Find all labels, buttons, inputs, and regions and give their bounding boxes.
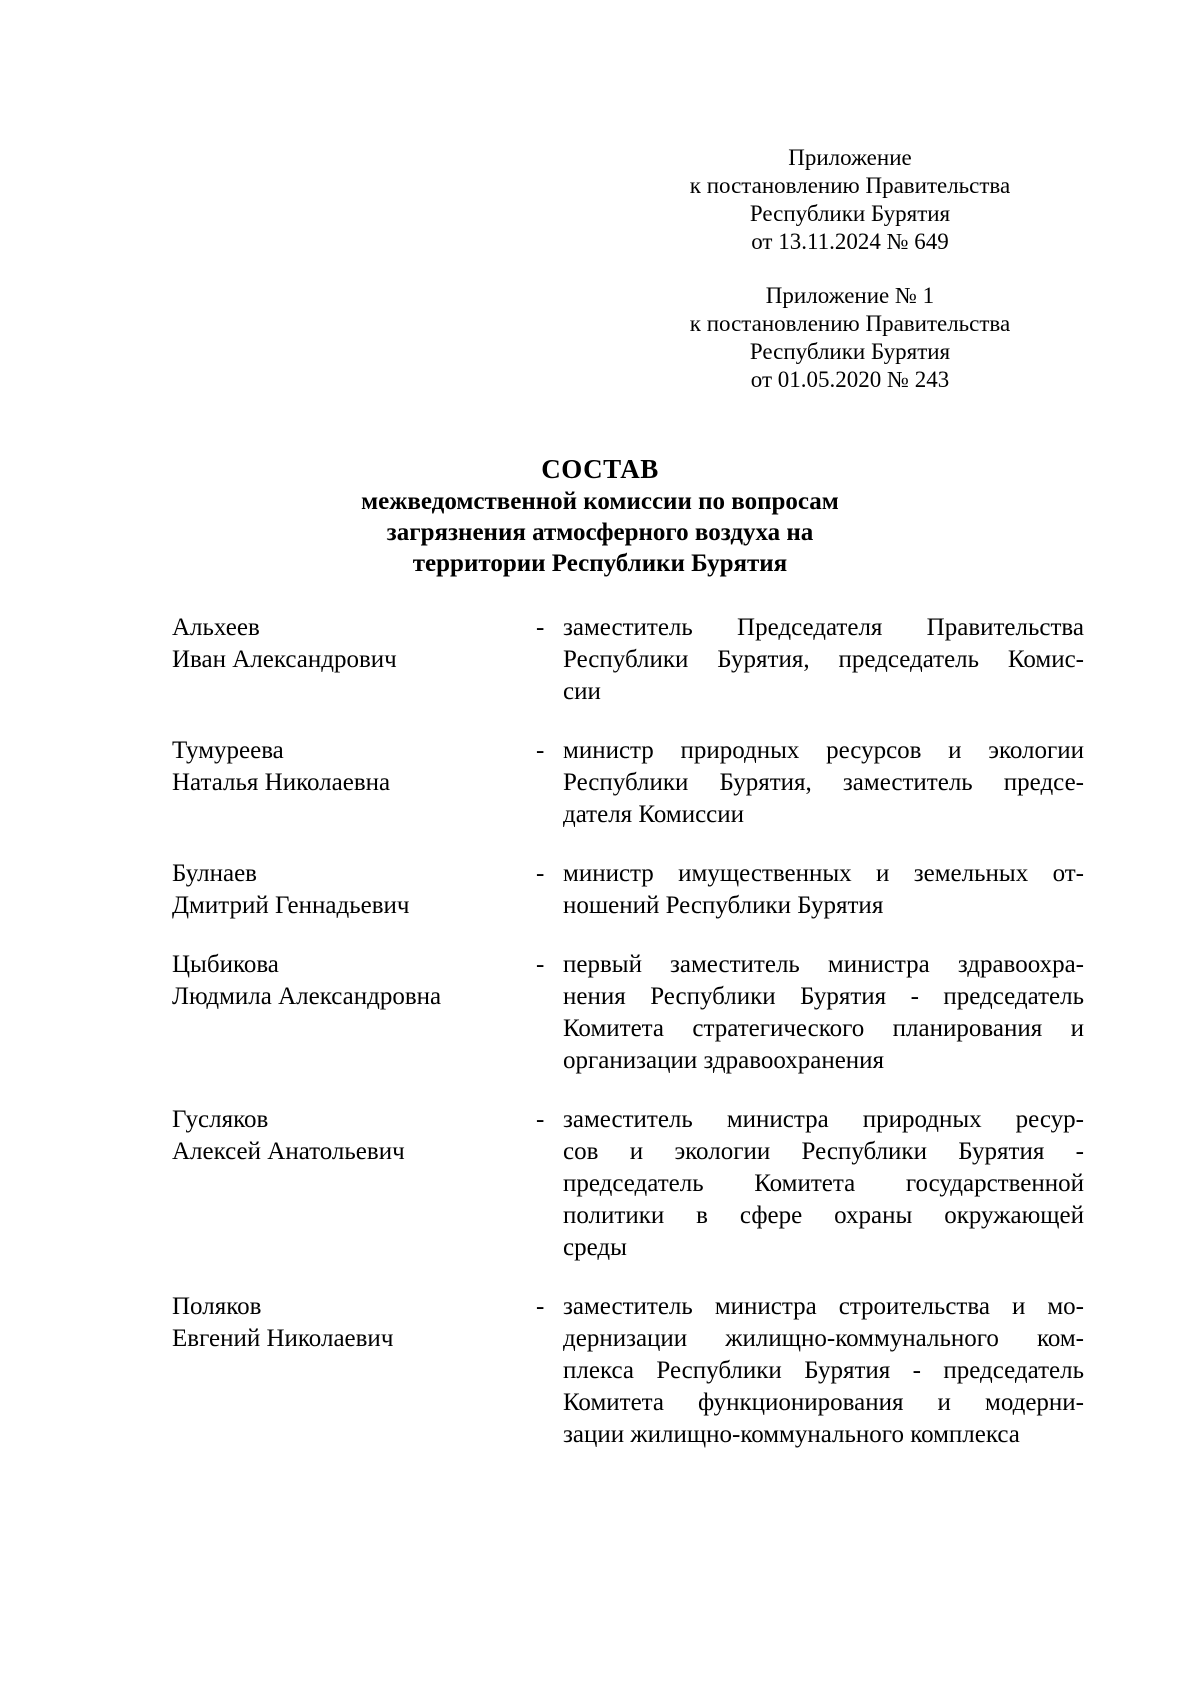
appendix-line: от 01.05.2020 № 243 <box>750 367 950 392</box>
member-role-line: ношений Республики Бурятия <box>563 892 884 919</box>
member-surname: Поляков <box>172 1293 262 1320</box>
member-role-line: Республики Бурятия, заместитель предсе- <box>563 769 1084 796</box>
member-role-line: политики в сфере охраны окружающей <box>563 1202 1084 1229</box>
member-surname: Альхеев <box>172 614 260 641</box>
member-role <box>563 735 1084 831</box>
member-role-line: дернизации жилищно-коммунального ком- <box>563 1325 1084 1352</box>
member-entry <box>172 735 1092 831</box>
member-role-line: Республики Бурятия, председатель Комис- <box>563 646 1084 673</box>
member-given-names: Иван Александрович <box>172 646 397 673</box>
dash-separator: - <box>536 1106 545 1133</box>
member-role <box>563 1291 1084 1451</box>
member-surname: Гусляков <box>172 1106 269 1133</box>
member-surname: Тумуреева <box>172 737 284 764</box>
appendix-line: Приложение <box>788 145 912 170</box>
member-name <box>172 858 532 922</box>
member-role-line: председатель Комитета государственной <box>563 1170 1084 1197</box>
document-title <box>240 452 960 579</box>
member-role-line: заместитель министра строительства и мо- <box>563 1293 1084 1320</box>
member-name <box>172 949 532 1013</box>
member-given-names: Евгений Николаевич <box>172 1325 394 1352</box>
member-given-names: Людмила Александровна <box>172 983 442 1010</box>
appendix-header-current <box>660 144 1040 256</box>
member-role-line: плекса Республики Бурятия - председатель <box>563 1357 1084 1384</box>
member-entry <box>172 949 1092 1077</box>
member-name <box>172 612 532 676</box>
appendix-header-original <box>660 282 1040 394</box>
member-name <box>172 1104 532 1168</box>
appendix-line: Республики Бурятия <box>749 201 951 226</box>
member-name <box>172 1291 532 1355</box>
title-line: территории Республики Бурятия <box>412 550 788 577</box>
member-entry <box>172 1104 1092 1264</box>
appendix-line: Приложение № 1 <box>765 283 935 308</box>
member-role-line: министр природных ресурсов и экологии <box>563 737 1084 764</box>
dash-separator: - <box>536 860 545 887</box>
title-line: загрязнения атмосферного воздуха на <box>386 519 814 546</box>
member-role-line: среды <box>563 1234 627 1261</box>
member-surname: Булнаев <box>172 860 257 887</box>
member-given-names: Алексей Анатольевич <box>172 1138 405 1165</box>
title-line: межведомственной комиссии по вопросам <box>361 488 839 515</box>
member-role <box>563 949 1084 1077</box>
member-given-names: Дмитрий Геннадьевич <box>172 892 410 919</box>
appendix-line: Республики Бурятия <box>749 339 951 364</box>
member-role-line: сии <box>563 678 601 705</box>
member-role-line: Комитета функционирования и модерни- <box>563 1389 1084 1416</box>
member-list <box>172 612 1092 1451</box>
member-role-line: дателя Комиссии <box>563 801 745 828</box>
member-role-line: нения Республики Бурятия - председатель <box>563 983 1084 1010</box>
member-entry <box>172 1291 1092 1451</box>
member-role-line: зации жилищно-коммунального комплекса <box>563 1421 1020 1448</box>
member-name <box>172 735 532 799</box>
member-role-line: сов и экологии Республики Бурятия - <box>563 1138 1084 1165</box>
member-role-line: организации здравоохранения <box>563 1047 885 1074</box>
member-role-line: заместитель Председателя Правительства <box>563 614 1084 641</box>
appendix-line: от 13.11.2024 № 649 <box>751 229 949 254</box>
dash-separator: - <box>536 737 545 764</box>
title-main: СОСТАВ <box>541 454 659 484</box>
member-role-line: министр имущественных и земельных от- <box>563 860 1084 887</box>
member-surname: Цыбикова <box>172 951 279 978</box>
dash-separator: - <box>536 951 545 978</box>
member-role-line: первый заместитель министра здравоохра- <box>563 951 1084 978</box>
appendix-line: к постановлению Правительства <box>689 311 1011 336</box>
member-given-names: Наталья Николаевна <box>172 769 391 796</box>
member-role <box>563 858 1084 922</box>
appendix-line: к постановлению Правительства <box>689 173 1011 198</box>
dash-separator: - <box>536 614 545 641</box>
member-role <box>563 612 1084 708</box>
member-entry <box>172 612 1092 708</box>
member-role-line: заместитель министра природных ресур- <box>563 1106 1084 1133</box>
member-role <box>563 1104 1084 1264</box>
dash-separator: - <box>536 1293 545 1320</box>
member-role-line: Комитета стратегического планирования и <box>563 1015 1084 1042</box>
member-entry <box>172 858 1092 922</box>
